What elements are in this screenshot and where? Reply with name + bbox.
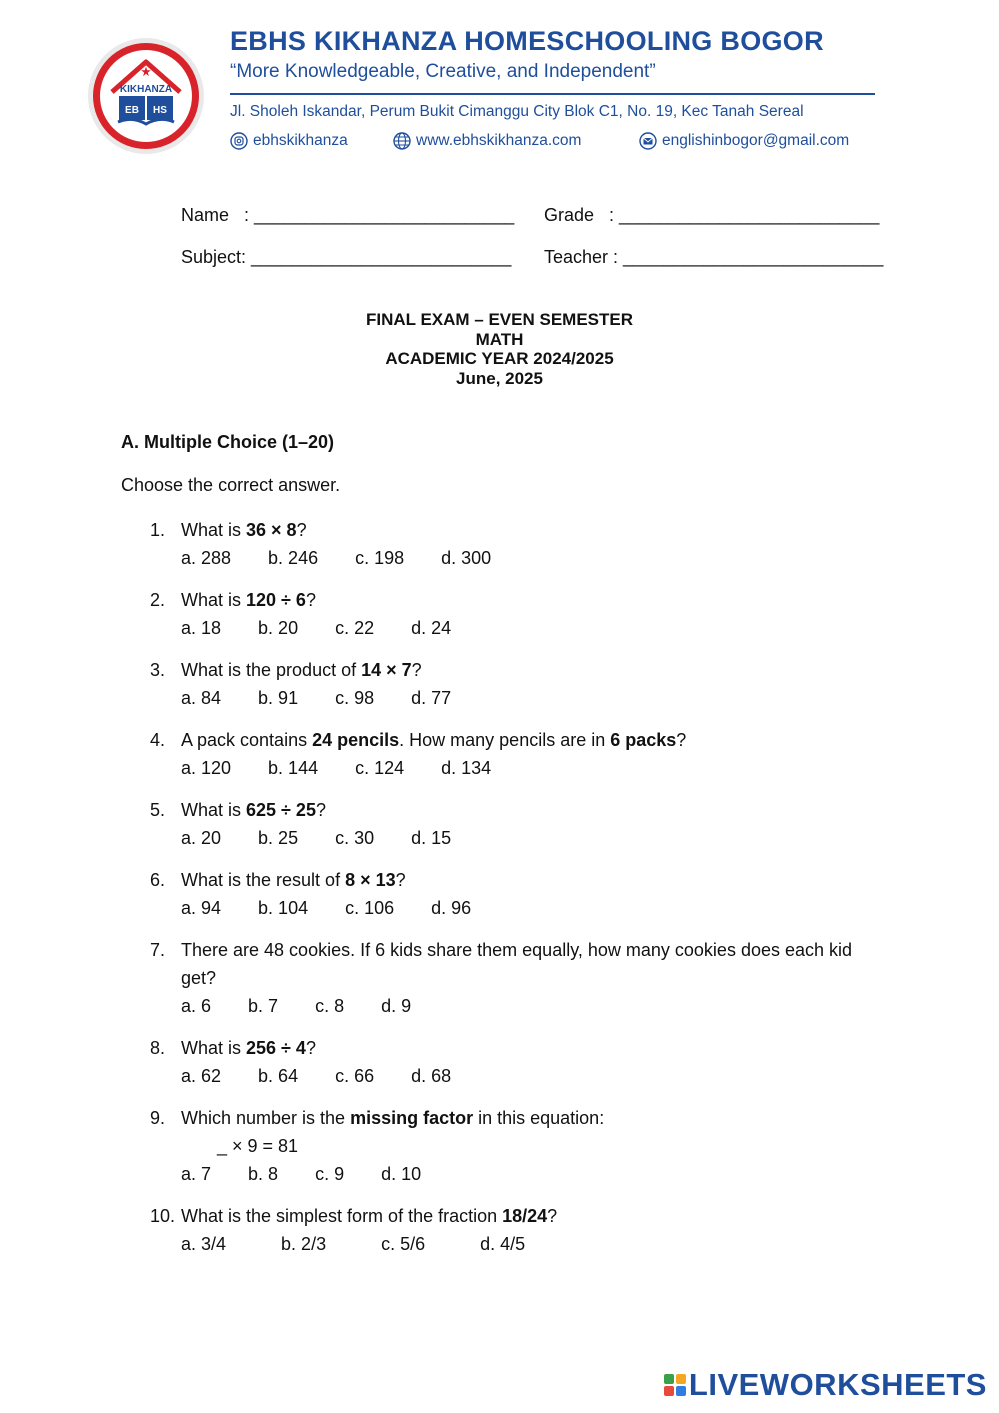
school-logo — [86, 36, 206, 156]
question-equation: _ × 9 = 81 — [217, 1136, 299, 1156]
answer-option[interactable]: a. 18 — [181, 618, 222, 638]
answer-option[interactable]: a. 94 — [181, 898, 222, 918]
school-name: EBHS KIKHANZA HOMESCHOOLING BOGOR — [230, 26, 824, 56]
question-number: 7. — [150, 940, 166, 960]
contact-row — [230, 132, 880, 150]
question-number: 2. — [150, 590, 166, 610]
answer-options — [150, 1160, 870, 1188]
website-url: www.ebhskikhanza.com — [416, 132, 582, 149]
question-text: A pack contains 24 pencils. How many pencils are in 6 packs? — [181, 730, 687, 750]
answer-option[interactable]: a. 288 — [181, 548, 232, 568]
logo-book-left: EB — [125, 105, 139, 116]
question-text: What is the product of 14 × 7? — [181, 660, 422, 680]
answer-option[interactable]: d. 77 — [411, 688, 452, 708]
answer-options — [150, 684, 870, 712]
question-number: 3. — [150, 660, 166, 680]
answer-option[interactable]: b. 144 — [268, 758, 319, 778]
name-field[interactable] — [181, 205, 544, 247]
answer-option[interactable]: a. 3/4 — [181, 1234, 227, 1254]
name-blank[interactable]: __________________________ — [254, 205, 515, 225]
question-text: There are 48 cookies. If 6 kids share them equally, how many cookies does each kid get? — [181, 940, 853, 988]
answer-options — [150, 992, 870, 1020]
question-number: 1. — [150, 520, 166, 540]
liveworksheets-mark-icon — [664, 1374, 686, 1396]
exam-title — [0, 310, 999, 388]
question-text: What is the result of 8 × 13? — [181, 870, 406, 890]
website-contact — [393, 132, 639, 150]
answer-option[interactable]: c. 9 — [315, 1164, 345, 1184]
letterhead — [230, 22, 880, 150]
answer-option[interactable]: d. 96 — [431, 898, 472, 918]
answer-option[interactable]: b. 20 — [258, 618, 299, 638]
name-label: Name : — [181, 205, 255, 225]
answer-option[interactable]: c. 8 — [315, 996, 345, 1016]
question-number: 4. — [150, 730, 166, 750]
email-address: englishinbogor@gmail.com — [662, 132, 850, 149]
email-contact — [639, 132, 849, 150]
answer-option[interactable]: c. 30 — [335, 828, 375, 848]
answer-option[interactable]: c. 66 — [335, 1066, 375, 1086]
question — [150, 936, 870, 1020]
answer-option[interactable]: c. 98 — [335, 688, 375, 708]
exam-title-line-2: MATH — [475, 329, 524, 349]
question — [150, 516, 870, 572]
answer-option[interactable]: a. 20 — [181, 828, 222, 848]
question-number: 5. — [150, 800, 166, 820]
teacher-label: Teacher : — [544, 247, 624, 267]
question-text: What is 120 ÷ 6? — [181, 590, 316, 610]
answer-option[interactable]: b. 2/3 — [281, 1234, 327, 1254]
answer-options — [150, 614, 870, 642]
answer-option[interactable]: a. 7 — [181, 1164, 212, 1184]
question-number: 8. — [150, 1038, 166, 1058]
answer-options — [150, 894, 870, 922]
answer-option[interactable]: c. 106 — [345, 898, 395, 918]
subject-label: Subject: — [181, 247, 252, 267]
answer-option[interactable]: d. 68 — [411, 1066, 452, 1086]
answer-option[interactable]: d. 300 — [441, 548, 492, 568]
question — [150, 586, 870, 642]
question-list — [150, 516, 870, 1272]
instagram-handle: ebhskikhanza — [253, 132, 348, 149]
answer-option[interactable]: b. 8 — [248, 1164, 279, 1184]
answer-option[interactable]: c. 198 — [355, 548, 405, 568]
question-text: What is the simplest form of the fraction 18/24? — [181, 1206, 558, 1226]
section-instructions: Choose the correct answer. — [121, 475, 341, 495]
grade-blank[interactable]: __________________________ — [619, 205, 880, 225]
question-text: What is 36 × 8? — [181, 520, 307, 540]
answer-option[interactable]: a. 120 — [181, 758, 232, 778]
answer-option[interactable]: d. 4/5 — [480, 1234, 526, 1254]
question-number: 6. — [150, 870, 166, 890]
grade-label: Grade : — [544, 205, 620, 225]
answer-option[interactable]: b. 104 — [258, 898, 309, 918]
answer-option[interactable]: b. 91 — [258, 688, 299, 708]
question-text: What is 625 ÷ 25? — [181, 800, 326, 820]
answer-option[interactable]: b. 246 — [268, 548, 319, 568]
logo-text: KIKHANZA — [119, 84, 173, 95]
answer-option[interactable]: c. 124 — [355, 758, 405, 778]
subject-blank[interactable]: __________________________ — [251, 247, 512, 267]
exam-title-line-3: ACADEMIC YEAR 2024/2025 — [385, 349, 614, 368]
answer-option[interactable]: a. 62 — [181, 1066, 222, 1086]
question — [150, 1202, 870, 1258]
school-motto: “More Knowledgeable, Creative, and Independent” — [230, 61, 656, 82]
question — [150, 726, 870, 782]
globe-icon — [393, 132, 411, 150]
question — [150, 796, 870, 852]
answer-option[interactable]: b. 64 — [258, 1066, 299, 1086]
answer-options — [150, 1062, 870, 1090]
question — [150, 1034, 870, 1090]
liveworksheets-brand: LIVEWORKSHEETS — [688, 1367, 987, 1402]
answer-options — [150, 544, 870, 572]
subject-field[interactable] — [181, 247, 544, 289]
header-divider — [230, 93, 875, 95]
answer-option[interactable]: d. 15 — [411, 828, 452, 848]
answer-option[interactable]: d. 10 — [381, 1164, 422, 1184]
answer-option[interactable]: c. 22 — [335, 618, 375, 638]
student-info-fields — [181, 205, 883, 289]
answer-option[interactable]: c. 5/6 — [381, 1234, 426, 1254]
question-number: 9. — [150, 1108, 166, 1128]
question — [150, 1104, 870, 1188]
question-number: 10. — [150, 1206, 176, 1226]
answer-option[interactable]: a. 84 — [181, 688, 222, 708]
answer-option[interactable]: d. 134 — [441, 758, 492, 778]
grade-field[interactable] — [544, 205, 879, 247]
instagram-icon — [230, 132, 248, 150]
school-address: Jl. Sholeh Iskandar, Perum Bukit Cimanggu City Blok C1, No. 19, Kec Tanah Sereal — [230, 103, 804, 120]
answer-option[interactable]: d. 9 — [381, 996, 412, 1016]
teacher-field[interactable] — [544, 247, 883, 289]
email-icon — [639, 132, 657, 150]
teacher-blank[interactable]: __________________________ — [623, 247, 884, 267]
exam-title-line-1: FINAL EXAM – EVEN SEMESTER — [365, 310, 633, 329]
exam-title-line-4: June, 2025 — [456, 368, 543, 388]
answer-option[interactable]: a. 6 — [181, 996, 212, 1016]
answer-options — [150, 824, 870, 852]
section-heading: A. Multiple Choice (1–20) — [121, 432, 335, 452]
question-text: Which number is the missing factor in this equation: — [181, 1108, 605, 1128]
answer-option[interactable]: b. 25 — [258, 828, 299, 848]
question — [150, 656, 870, 712]
answer-options — [150, 754, 870, 782]
liveworksheets-logo[interactable] — [664, 1367, 987, 1403]
question-text: What is 256 ÷ 4? — [181, 1038, 316, 1058]
instagram-contact — [230, 132, 393, 150]
answer-options — [150, 1230, 870, 1258]
answer-option[interactable]: b. 7 — [248, 996, 279, 1016]
answer-option[interactable]: d. 24 — [411, 618, 452, 638]
logo-book-right: HS — [153, 105, 167, 116]
question — [150, 866, 870, 922]
